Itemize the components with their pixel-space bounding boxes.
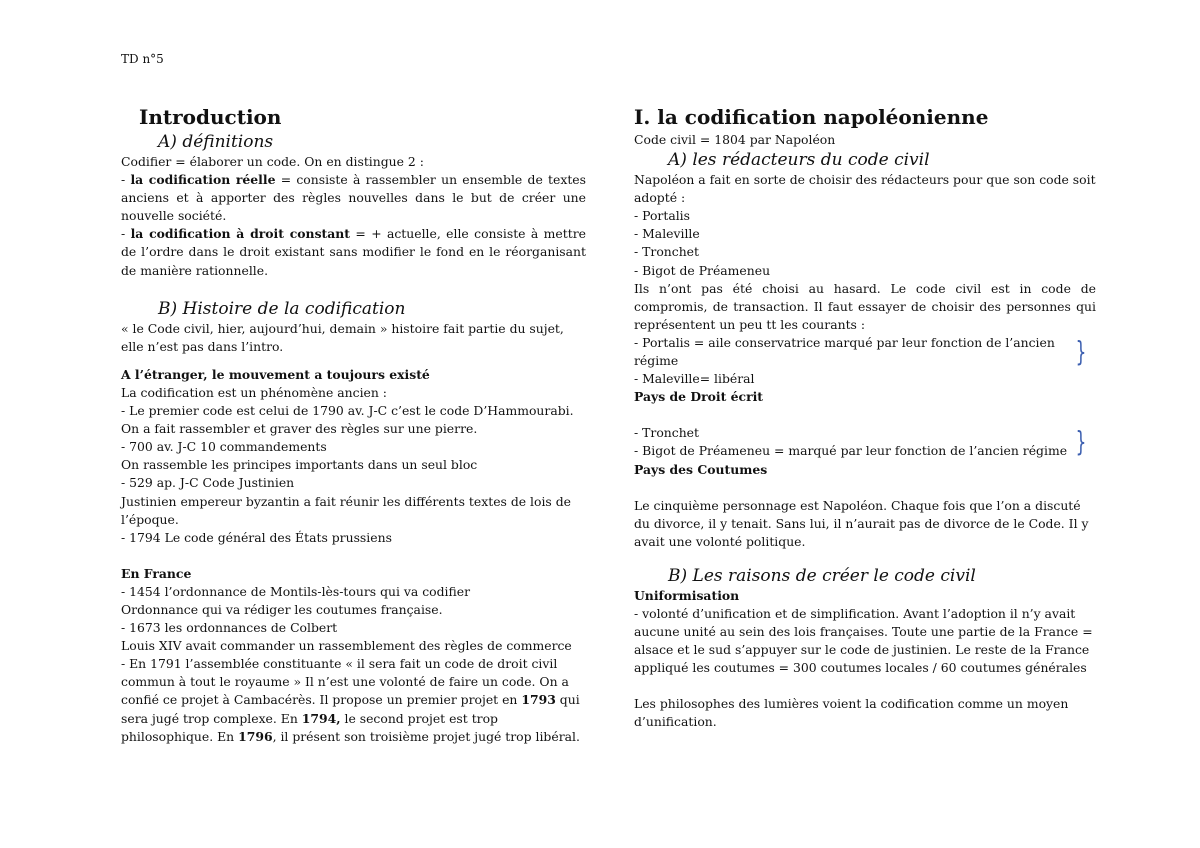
text-line: Napoléon a fait en sorte de choisir des rédacteurs pour que son code soit (634, 172, 1096, 188)
compromise-paragraph: Ils n’ont pas été choisi au hasard. Le code civil est in code de compromis, de transaction. Il faut essayer de choisir des personnes qui représentent un peu tt les courants : (634, 280, 1096, 332)
text-line: - Le premier code est celui de 1790 av. J-C c’est le code D’Hammourabi. (121, 403, 574, 419)
section-a-heading: A) définitions (158, 132, 274, 152)
term-codification-reelle: la codification réelle (130, 172, 276, 188)
france-subtitle: En France (121, 565, 192, 581)
history-intro-line: elle n’est pas dans l’intro. (121, 338, 284, 354)
document-header: TD n°5 (121, 52, 164, 66)
year-1796: 1796 (238, 728, 273, 744)
definition-text: = + actuelle, elle consiste à mettre de l’ordre dans le droit existant sans modifier le fond en le réorganisant de manière rationnelle. (121, 226, 586, 278)
text-line: - Maleville= libéral (634, 371, 755, 387)
section-a-heading: A) les rédacteurs du code civil (668, 150, 930, 171)
text-line: - 529 ap. J-C Code Justinien (121, 475, 295, 491)
brace-icon: } (1075, 334, 1087, 368)
text-line: Ordonnance qui va rédiger les coutumes française. (121, 601, 443, 617)
text-line: avait une volonté politique. (634, 533, 806, 549)
text-line: - volonté d’unification et de simplification. Avant l’adoption il n’y avait (634, 605, 1076, 621)
text-fragment: qui (555, 692, 580, 708)
text-line (121, 710, 586, 728)
part-one-subtitle: Code civil = 1804 par Napoléon (634, 132, 836, 147)
text-line: On rassemble les principes importants dans un seul bloc (121, 457, 478, 473)
pays-coutumes-label: Pays des Coutumes (634, 461, 768, 477)
section-b-heading: B) Histoire de la codification (158, 298, 406, 319)
text-line: l’époque. (121, 511, 179, 527)
text-line: Le cinquième personnage est Napoléon. Chaque fois que l’on a discuté (634, 497, 1081, 513)
definition-item-droit-constant: - la codification à droit constant = + actuelle, elle consiste à mettre de l’ordre dans le droit existant sans modifier le fond en le réorganisant de manière rationnelle. (121, 226, 586, 278)
section-b-heading: B) Les raisons de créer le code civil (668, 565, 976, 586)
text-fragment: confié ce projet à Cambacérès. Il propose un premier projet en (121, 692, 522, 708)
text-line (121, 691, 586, 709)
text-line: On a fait rassembler et graver des règles sur une pierre. (121, 421, 478, 437)
text-line: adopté : (634, 190, 686, 206)
text-line: Justinien empereur byzantin a fait réunir les différents textes de lois de (121, 493, 571, 509)
text-line: d’unification. (634, 714, 717, 730)
year-1793: 1793 (521, 692, 556, 708)
redacteur-item: - Maleville (634, 226, 700, 242)
left-column (121, 103, 586, 746)
text-line: - En 1791 l’assemblée constituante « il sera fait un code de droit civil (121, 656, 558, 672)
definition-text: = consiste à rassembler un ensemble de textes anciens et à apporter des règles nouvelles dans le but de créer une nouvelle société. (121, 172, 586, 224)
text-fragment: le second projet est trop (340, 710, 498, 726)
definition-item-reelle: - la codification réelle = consiste à rassembler un ensemble de textes anciens et à apporter des règles nouvelles dans le but de créer une nouvelle société. (121, 172, 586, 224)
text-line: commun à tout le royaume » Il n’est une volonté de faire un code. On a (121, 674, 569, 690)
uniformisation-subtitle: Uniformisation (634, 587, 740, 603)
text-line: appliqué les coutumes = 300 coutumes locales / 60 coutumes générales (634, 660, 1087, 676)
text-line: - 1673 les ordonnances de Colbert (121, 620, 338, 636)
text-fragment: , il présent son troisième projet jugé trop libéral. (272, 728, 580, 744)
text-line: - 1454 l’ordonnance de Montils-lès-tours qui va codifier (121, 583, 471, 599)
definitions-intro: Codifier = élaborer un code. On en distingue 2 : (121, 154, 424, 169)
text-line: - Portalis = aile conservatrice marqué par leur fonction de l’ancien (634, 334, 1055, 350)
text-line: - Tronchet (634, 425, 699, 441)
text-line: - 1794 Le code général des États prussiens (121, 529, 392, 545)
part-one-title: I. la codification napoléonienne (634, 105, 989, 129)
text-line: La codification est un phénomène ancien : (121, 384, 387, 400)
history-intro-line: « le Code civil, hier, aujourd’hui, demain » histoire fait partie du sujet, (121, 320, 564, 336)
introduction-title: Introduction (139, 105, 282, 129)
text-line: Louis XIV avait commander un rassemblement des règles de commerce (121, 638, 572, 654)
group-droit-ecrit (634, 334, 1096, 388)
redacteur-item: - Portalis (634, 208, 690, 224)
text-line: Les philosophes des lumières voient la codification comme un moyen (634, 696, 1069, 712)
brace-icon: } (1075, 425, 1087, 459)
abroad-subtitle: A l’étranger, le mouvement a toujours existé (121, 366, 430, 382)
text-line: régime (634, 353, 679, 369)
redacteur-item: - Bigot de Préameneu (634, 262, 771, 278)
group-coutumes (634, 424, 1096, 460)
text-line: alsace et le sud s’appuyer sur le code de justinien. Le reste de la France (634, 642, 1090, 658)
pays-droit-ecrit-label: Pays de Droit écrit (634, 389, 764, 405)
text-line: - 700 av. J-C 10 commandements (121, 439, 327, 455)
redacteur-item: - Tronchet (634, 244, 699, 260)
text-line: - Bigot de Préameneu = marqué par leur fonction de l’ancien régime (634, 443, 1068, 459)
text-line (121, 728, 586, 746)
right-column (634, 103, 1096, 732)
text-fragment: sera jugé trop complexe. En (121, 710, 302, 726)
text-line: aucune unité au sein des lois françaises. Toute une partie de la France = (634, 624, 1093, 640)
text-fragment: philosophique. En (121, 728, 239, 744)
term-codification-droit-constant: la codification à droit constant (130, 226, 351, 242)
text-line: du divorce, il y tenait. Sans lui, il n’aurait pas de divorce de le Code. Il y (634, 515, 1089, 531)
year-1794: 1794, (301, 710, 341, 726)
